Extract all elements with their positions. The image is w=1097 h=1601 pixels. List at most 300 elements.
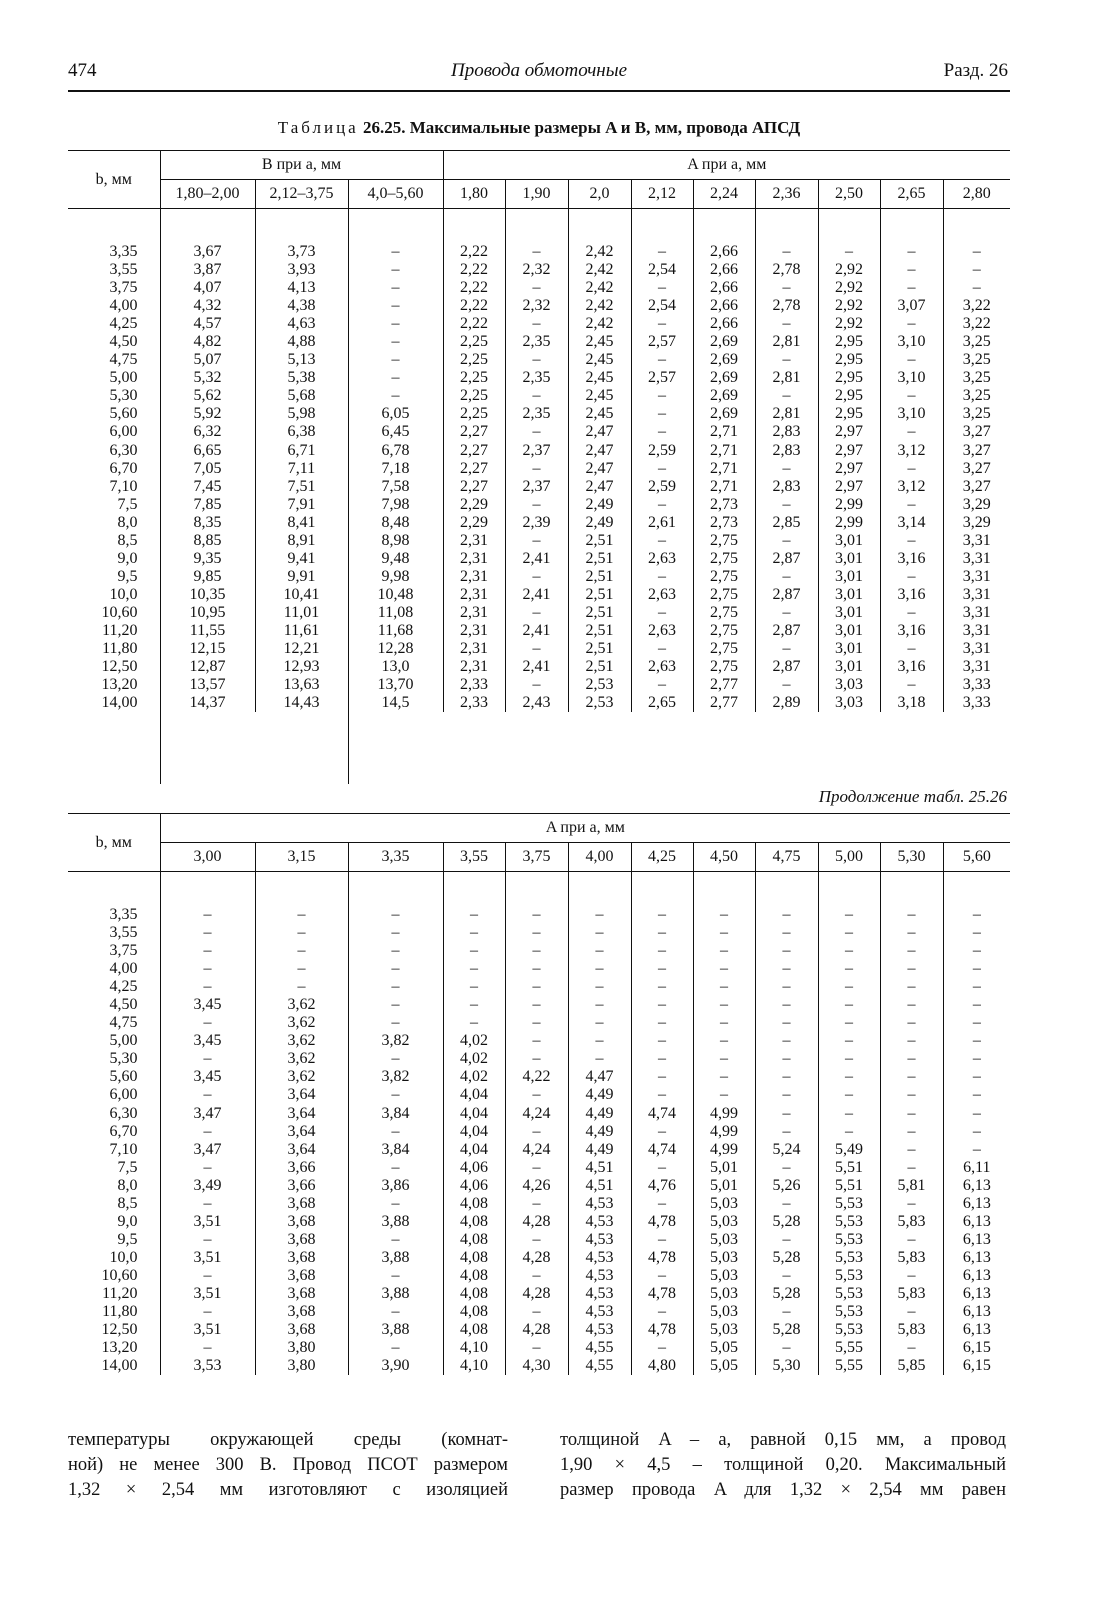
table-cell: – (532, 423, 541, 441)
b-value: 9,5 (117, 1230, 138, 1248)
table-cell: – (658, 906, 666, 923)
table-cell: – (782, 978, 791, 996)
table-cell: 2,87 (772, 549, 801, 567)
table-cell: – (658, 567, 666, 585)
table-cell: 2,66 (710, 261, 738, 279)
table-cell: – (532, 996, 541, 1014)
table-cell: 4,26 (522, 1176, 551, 1194)
table-cell: 4,07 (193, 279, 222, 297)
b-value: 5,30 (109, 387, 138, 405)
table-cell: 3,25 (962, 369, 991, 387)
table-cell: – (203, 924, 212, 942)
table-cell: 5,05 (710, 1339, 738, 1357)
table-cell: 3,88 (381, 1248, 410, 1266)
table-cell: 4,99 (710, 1140, 738, 1158)
table-cell: 2,22 (460, 261, 488, 279)
table-cell: 7,85 (193, 495, 222, 513)
table-cell: 2,66 (710, 279, 738, 297)
table2-data-column (505, 872, 568, 1376)
table-cell: 3,22 (962, 297, 991, 315)
table-cell: 2,45 (585, 369, 614, 387)
table-cell: 2,37 (522, 441, 551, 459)
b-value: 3,75 (109, 279, 138, 297)
table-cell: 2,27 (460, 441, 488, 459)
table1-b-header: b, мм (68, 151, 160, 209)
table-cell: – (845, 1068, 853, 1086)
table-cell: 2,66 (710, 315, 738, 333)
table-cell: – (782, 1194, 791, 1212)
table-cell: – (595, 906, 604, 923)
table-cell: 2,92 (835, 279, 863, 297)
table-cell: – (391, 1122, 400, 1140)
table-cell: 3,62 (287, 1050, 316, 1068)
b-value: 4,50 (109, 996, 138, 1014)
table-cell: 12,15 (189, 640, 226, 658)
table-cell: 14,37 (189, 694, 226, 712)
table-cell: – (470, 996, 478, 1014)
table-cell: – (658, 531, 666, 549)
table-cell: 2,49 (585, 495, 614, 513)
b-value: 4,25 (109, 315, 138, 333)
table-cell: 2,99 (835, 495, 863, 513)
table-cell: 6,13 (962, 1194, 991, 1212)
table-cell: 3,01 (835, 603, 863, 621)
table-cell: 5,03 (710, 1248, 738, 1266)
table-cell: 12,28 (377, 640, 414, 658)
table-cell: 3,16 (897, 621, 926, 639)
table1-data-column (755, 209, 818, 713)
table-cell: – (782, 1032, 791, 1050)
table-cell: 7,98 (381, 495, 410, 513)
table-cell: – (782, 960, 791, 978)
table-cell: – (658, 676, 666, 694)
table-cell: – (532, 279, 541, 297)
table-cell: 9,35 (193, 549, 222, 567)
table1-col-header: 2,50 (818, 180, 880, 209)
table-cell: 2,41 (522, 658, 551, 676)
table-cell: – (972, 1104, 981, 1122)
table-cell: 4,24 (522, 1104, 551, 1122)
table-cell: 5,03 (710, 1303, 738, 1321)
table-cell: 3,51 (193, 1212, 222, 1230)
table-cell: 6,13 (962, 1303, 991, 1321)
table-cell: 2,99 (835, 513, 863, 531)
table-cell: 5,28 (772, 1248, 801, 1266)
table-cell: 4,22 (522, 1068, 551, 1086)
table-cell: 2,31 (460, 585, 488, 603)
table-cell: – (782, 1303, 791, 1321)
table-cell: 3,66 (287, 1176, 316, 1194)
table-cell: 3,27 (962, 459, 991, 477)
table2-col-header: 4,75 (755, 843, 818, 872)
table-cell: – (391, 1086, 400, 1104)
table-cell: – (907, 495, 916, 513)
table-cell: – (782, 1068, 791, 1086)
table-cell: 5,30 (772, 1357, 801, 1375)
table-cell: – (658, 640, 666, 658)
b-value: 6,00 (109, 423, 138, 441)
table-cell: – (907, 640, 916, 658)
table-cell: – (532, 387, 541, 405)
table-cell: 3,66 (287, 1158, 316, 1176)
table-cell: 3,16 (897, 549, 926, 567)
table-cell: 2,39 (522, 513, 551, 531)
table-cell: 5,55 (835, 1357, 863, 1375)
table-cell: 3,10 (897, 333, 926, 351)
table2-data-column (255, 872, 348, 1376)
table-cell: – (658, 387, 666, 405)
table-cell: 4,80 (648, 1357, 676, 1375)
table-cell: 4,49 (585, 1086, 614, 1104)
table-cell: 4,55 (585, 1357, 614, 1375)
b-value: 12,50 (101, 658, 138, 676)
table-cell: 5,05 (710, 1357, 738, 1375)
table-cell: – (658, 495, 666, 513)
b-value: 8,5 (117, 1194, 138, 1212)
table-cell: – (532, 315, 541, 333)
body-text-line: 1,90 × 4,5 – толщиной 0,20. Максимальный (560, 1455, 1006, 1475)
table-cell: – (782, 1158, 791, 1176)
table1-data-column (818, 209, 880, 713)
table-cell: 3,68 (287, 1303, 316, 1321)
table1-col-header: 2,12–3,75 (255, 180, 348, 209)
table-cell: – (391, 996, 400, 1014)
table-cell: 4,49 (585, 1104, 614, 1122)
table-cell: 3,68 (287, 1212, 316, 1230)
b-value: 5,60 (109, 1068, 138, 1086)
table-cell: 3,64 (287, 1122, 316, 1140)
table-cell: 3,31 (962, 621, 991, 639)
table-cell: 2,63 (648, 621, 676, 639)
table-cell: 3,33 (962, 676, 991, 694)
table-cell: – (470, 1014, 478, 1032)
table-cell: 3,62 (287, 1014, 316, 1032)
table-cell: – (297, 960, 306, 978)
table-cell: 5,28 (772, 1284, 801, 1302)
b-value: 3,35 (109, 906, 138, 923)
b-value: 10,60 (101, 603, 138, 621)
table-cell: – (720, 924, 728, 942)
table-cell: – (907, 1050, 916, 1068)
table-cell: – (972, 942, 981, 960)
b-value: 3,55 (109, 261, 138, 279)
b-value: 5,00 (109, 369, 138, 387)
table-cell: – (907, 567, 916, 585)
table-cell: – (532, 978, 541, 996)
table-cell: – (532, 495, 541, 513)
table-cell: 2,75 (710, 549, 738, 567)
table2-col-header: 3,75 (505, 843, 568, 872)
table-cell: 4,53 (585, 1321, 614, 1339)
table-cell: 3,31 (962, 585, 991, 603)
table-cell: – (782, 459, 791, 477)
table-cell: 10,41 (283, 585, 320, 603)
table-cell: – (907, 1339, 916, 1357)
b-value: 3,55 (109, 924, 138, 942)
b-value: 4,25 (109, 978, 138, 996)
table-cell: 2,47 (585, 423, 614, 441)
table-cell: 2,85 (772, 513, 801, 531)
table-cell: 3,86 (381, 1176, 410, 1194)
table-cell: 2,31 (460, 640, 488, 658)
table-cell: – (907, 1230, 916, 1248)
table-cell: 2,31 (460, 567, 488, 585)
table-cell: – (391, 1230, 400, 1248)
table-cell: – (658, 978, 666, 996)
table-cell: – (658, 1339, 666, 1357)
table-cell: – (907, 1104, 916, 1122)
table-cell: – (845, 1104, 853, 1122)
table-cell: 2,49 (585, 513, 614, 531)
table-cell: 2,22 (460, 315, 488, 333)
table1-col-header: 2,0 (568, 180, 631, 209)
table-cell: 4,28 (522, 1284, 551, 1302)
table-cell: – (972, 1014, 981, 1032)
table-cell: 3,22 (962, 315, 991, 333)
table-cell: – (391, 1194, 400, 1212)
table-cell: – (658, 1303, 666, 1321)
b-value: 5,00 (109, 1032, 138, 1050)
table-cell: 3,29 (962, 495, 991, 513)
table2-data-column (443, 872, 505, 1376)
table-cell: 4,28 (522, 1248, 551, 1266)
table-cell: 4,74 (648, 1104, 676, 1122)
table-cell: 2,51 (585, 585, 614, 603)
table-cell: – (782, 924, 791, 942)
table-cell: – (907, 459, 916, 477)
table-cell: – (658, 996, 666, 1014)
table-cell: 4,51 (585, 1158, 614, 1176)
table-cell: 3,49 (193, 1176, 222, 1194)
table-cell: 4,55 (585, 1339, 614, 1357)
table-cell: 7,51 (287, 477, 316, 495)
table-cell: 2,51 (585, 603, 614, 621)
body-text-line: толщиной A – a, равной 0,15 мм, а провод (560, 1430, 1006, 1450)
table-cell: 5,53 (835, 1212, 863, 1230)
table-cell: – (845, 906, 853, 923)
table-cell: 3,87 (193, 261, 222, 279)
table-cell: – (782, 351, 791, 369)
table-cell: 4,08 (460, 1303, 488, 1321)
table-cell: – (907, 960, 916, 978)
table-cell: – (391, 1303, 400, 1321)
table-cell: – (972, 261, 981, 279)
table-cell: 10,35 (189, 585, 226, 603)
table-cell: 3,31 (962, 640, 991, 658)
table-cell: 2,35 (522, 405, 551, 423)
b-value: 11,20 (102, 621, 138, 639)
table-cell: – (595, 960, 604, 978)
table-cell: 2,41 (522, 621, 551, 639)
table-cell: 2,63 (648, 585, 676, 603)
table2-col-header: 5,00 (818, 843, 880, 872)
table-cell: 2,69 (710, 387, 738, 405)
table-cell: 3,47 (193, 1140, 222, 1158)
table-cell: 5,62 (193, 387, 222, 405)
table-cell: 2,92 (835, 315, 863, 333)
table-cell: 2,31 (460, 603, 488, 621)
table-cell: 5,38 (287, 369, 316, 387)
table-cell: – (907, 924, 916, 942)
table-cell: – (658, 1266, 666, 1284)
table-cell: 3,64 (287, 1140, 316, 1158)
table2-col-header: 4,25 (631, 843, 693, 872)
table-cell: 6,13 (962, 1248, 991, 1266)
table-cell: 7,45 (193, 477, 222, 495)
table-cell: 3,29 (962, 513, 991, 531)
table-cell: 5,03 (710, 1194, 738, 1212)
table-cell: 3,12 (897, 477, 926, 495)
table-cell: 4,04 (460, 1086, 488, 1104)
table-cell: 2,81 (772, 369, 801, 387)
table-cell: 3,27 (962, 441, 991, 459)
table-cell: 14,43 (283, 694, 320, 712)
table2-continuation-label: Продолжение табл. 25.26 (818, 787, 1007, 806)
running-title: Провода обмоточные (450, 60, 628, 81)
table-cell: 2,65 (648, 694, 676, 712)
table-cell: 2,87 (772, 658, 801, 676)
table2-data-column (160, 872, 255, 1376)
table-cell: 11,55 (189, 621, 226, 639)
table-cell: 9,91 (287, 567, 316, 585)
table-cell: 3,88 (381, 1284, 410, 1302)
table-cell: 2,47 (585, 477, 614, 495)
table-cell: – (658, 603, 666, 621)
table-cell: 3,27 (962, 477, 991, 495)
table2-col-header: 3,35 (348, 843, 443, 872)
table-cell: 4,08 (460, 1230, 488, 1248)
table-cell: 6,13 (962, 1230, 991, 1248)
table1-col-header: 1,80–2,00 (160, 180, 255, 209)
table-cell: 2,81 (772, 405, 801, 423)
table-cell: 3,80 (287, 1357, 316, 1375)
table-cell: – (391, 960, 400, 978)
table-cell: – (972, 1140, 981, 1158)
table-cell: 5,81 (897, 1176, 926, 1194)
table-cell: 4,53 (585, 1194, 614, 1212)
table-cell: 3,47 (193, 1104, 222, 1122)
table-cell: 2,31 (460, 621, 488, 639)
table-cell: 2,83 (772, 477, 801, 495)
table-cell: – (907, 1068, 916, 1086)
page-number: 474 (68, 60, 97, 81)
table-cell: 3,01 (835, 549, 863, 567)
table-cell: – (972, 906, 981, 923)
table-cell: 5,28 (772, 1212, 801, 1230)
table-cell: 2,73 (710, 513, 738, 531)
table-cell: 4,88 (287, 333, 316, 351)
table-cell: 3,68 (287, 1230, 316, 1248)
table-cell: – (782, 1339, 791, 1357)
table-cell: 2,42 (585, 315, 614, 333)
table-cell: 4,08 (460, 1284, 488, 1302)
table-cell: 3,68 (287, 1248, 316, 1266)
table-cell: – (595, 1050, 604, 1068)
table-cell: 2,95 (835, 333, 863, 351)
table-cell: 3,25 (962, 387, 991, 405)
table-cell: 2,75 (710, 603, 738, 621)
b-value: 12,50 (101, 1321, 138, 1339)
table2-data-column (631, 872, 693, 1376)
table-cell: 4,76 (648, 1176, 676, 1194)
table-cell: 3,27 (962, 423, 991, 441)
table1-group-b-header: B при a, мм (160, 151, 443, 180)
table-cell: – (907, 1086, 916, 1104)
table-cell: – (972, 996, 981, 1014)
table-cell: – (907, 423, 916, 441)
table-cell: 4,47 (585, 1068, 614, 1086)
table-cell: – (203, 1266, 212, 1284)
table-cell: 4,99 (710, 1104, 738, 1122)
table-cell: 2,33 (460, 694, 488, 712)
table-cell: 2,42 (585, 261, 614, 279)
table-cell: 2,92 (835, 297, 863, 315)
table-cell: – (972, 1068, 981, 1086)
table-cell: 2,87 (772, 621, 801, 639)
table-cell: – (532, 459, 541, 477)
table-cell: 3,90 (381, 1357, 410, 1375)
table-cell: 5,07 (193, 351, 222, 369)
table-cell: – (391, 315, 400, 333)
table-cell: – (470, 960, 478, 978)
table-cell: 3,68 (287, 1284, 316, 1302)
table-cell: – (845, 243, 853, 260)
table-cell: 2,54 (648, 261, 676, 279)
table-cell: 6,65 (193, 441, 222, 459)
table-cell: – (532, 640, 541, 658)
table-cell: – (297, 924, 306, 942)
table-cell: – (297, 906, 306, 923)
table-cell: 3,73 (287, 243, 316, 260)
table-cell: 7,18 (381, 459, 410, 477)
table-cell: 3,18 (897, 694, 926, 712)
table-cell: – (782, 996, 791, 1014)
table-cell: – (391, 1339, 400, 1357)
table-cell: 5,01 (710, 1176, 738, 1194)
table-cell: – (391, 279, 400, 297)
table-cell: 13,70 (377, 676, 414, 694)
table-cell: 6,78 (381, 441, 410, 459)
table-cell: 13,57 (189, 676, 226, 694)
table-cell: 2,63 (648, 658, 676, 676)
table-cell: – (782, 1104, 791, 1122)
table-cell: – (658, 1032, 666, 1050)
b-value: 13,20 (101, 676, 138, 694)
table-cell: – (720, 978, 728, 996)
table-cell: 4,82 (193, 333, 222, 351)
table-cell: 2,77 (710, 694, 738, 712)
table-cell: 3,62 (287, 996, 316, 1014)
table-cell: – (720, 1050, 728, 1068)
table-cell: 3,03 (835, 676, 863, 694)
b-value: 9,0 (117, 549, 138, 567)
table-cell: – (782, 531, 791, 549)
table-cell: 4,99 (710, 1122, 738, 1140)
b-value: 4,00 (109, 960, 138, 978)
table-cell: – (720, 1068, 728, 1086)
table-cell: 4,78 (648, 1248, 676, 1266)
table-cell: 2,31 (460, 658, 488, 676)
table-cell: – (658, 1068, 666, 1086)
b-value: 9,5 (117, 567, 138, 585)
table-cell: 5,53 (835, 1303, 863, 1321)
table-cell: 3,84 (381, 1104, 410, 1122)
table-cell: 2,45 (585, 351, 614, 369)
table-cell: 2,75 (710, 640, 738, 658)
table-cell: 7,11 (287, 459, 316, 477)
table-cell: – (720, 996, 728, 1014)
table-cell: 4,53 (585, 1230, 614, 1248)
